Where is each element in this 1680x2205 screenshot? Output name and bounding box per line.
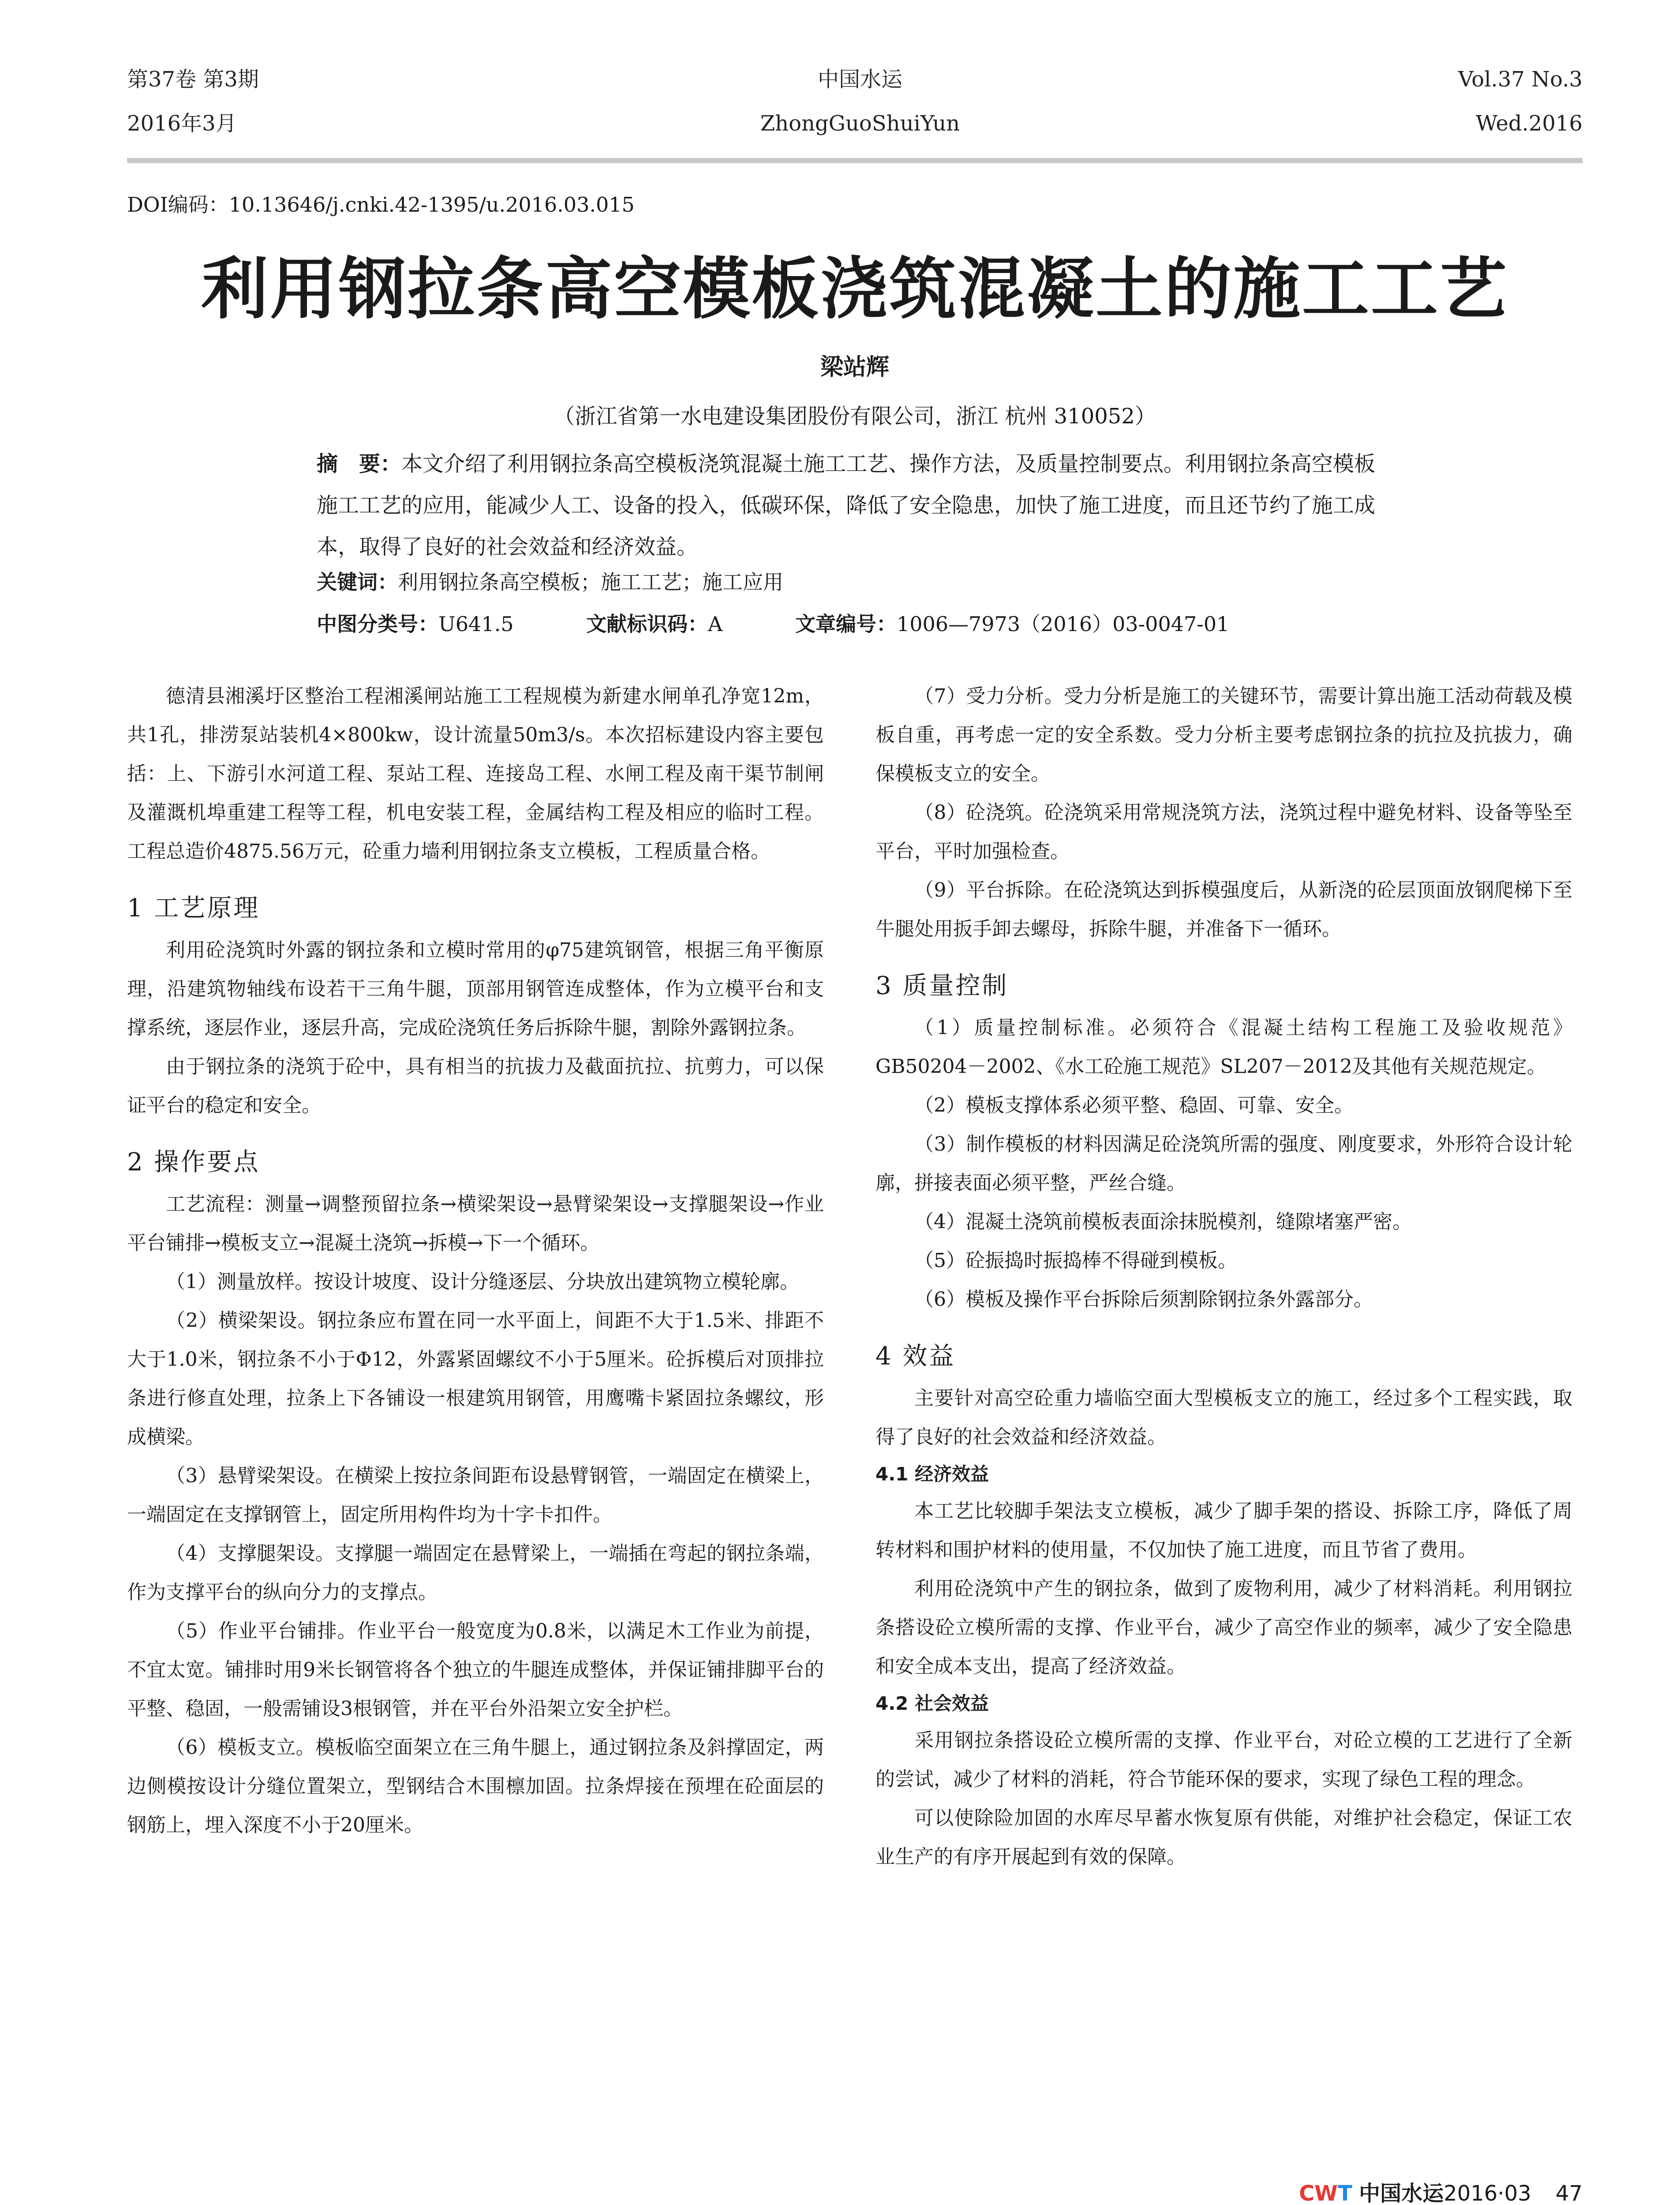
paragraph: 主要针对高空砼重力墙临空面大型模板支立的施工，经过多个工程实践，取得了良好的社会效益和经济效益。 — [876, 1387, 1572, 1448]
abstract-text: 本文介绍了利用钢拉条高空模板浇筑混凝土施工工艺、操作方法，及质量控制要点。利用钢拉条高空模板施工工艺的应用，能减少人工、设备的投入，低碳环保，降低了安全隐患，加快了施工进度，而且还节约了施工成本，取得了良好的社会效益和经济效益。 — [317, 452, 1376, 559]
paragraph: （2）横梁架设。钢拉条应布置在同一水平面上，间距不大于1.5米、排距不大于1.0米，钢拉条不小于Φ12，外露紧固螺纹不小于5厘米。砼拆模后对顶排拉条进行修直处理，拉条上下各铺设一根建筑用钢管，用鹰嘴卡紧固拉条螺纹，形成横梁。 — [127, 1309, 824, 1448]
paragraph: （6）模板及操作平台拆除后须割除钢拉条外露部分。 — [914, 1288, 1373, 1311]
header-journal-cn: 中国水运 — [817, 67, 902, 92]
left-column — [127, 677, 824, 1845]
header-date: 2016年3月 — [127, 111, 237, 136]
doc-code-value: A — [708, 612, 723, 636]
header-volume: 第37卷 第3期 — [127, 67, 259, 92]
paragraph: 利用砼浇筑时外露的钢拉条和立模时常用的φ75建筑钢管，根据三角平衡原理，沿建筑物轴线布设若干三角牛腿，顶部用钢管连成整体，作为立模平台和支撑系统，逐层作业，逐层升高，完成砼浇筑任务后拆除牛腿，割除外露钢拉条。 — [127, 939, 824, 1039]
affiliation: （浙江省第一水电建设集团股份有限公司，浙江 杭州 310052） — [554, 404, 1156, 429]
clc-label: 中图分类号： — [317, 612, 438, 636]
paragraph: （3）悬臂梁架设。在横梁上按拉条间距布设悬臂钢管，一端固定在横梁上，一端固定在支撑钢管上，固定所用构件均为十字卡扣件。 — [127, 1465, 824, 1526]
paragraph: （5）砼振捣时振捣棒不得碰到模板。 — [914, 1249, 1237, 1272]
header-vol-en: Vol.37 No.3 — [1458, 67, 1583, 92]
section-4-heading: 4 效益 — [876, 1342, 956, 1371]
doi: DOI编码：10.13646/j.cnki.42-1395/u.2016.03.015 — [127, 193, 635, 217]
paragraph: （5）作业平台铺排。作业平台一般宽度为0.8米，以满足木工作业为前提，不宜太宽。铺排时用9米长钢管将各个独立的牛腿连成整体，并保证铺排脚平台的平整、稳固，一般需铺设3根钢管，并在平台外沿架立安全护栏。 — [127, 1620, 824, 1720]
paragraph: 由于钢拉条的浇筑于砼中，具有相当的抗拔力及截面抗拉、抗剪力，可以保证平台的稳定和安全。 — [127, 1055, 824, 1117]
classification — [317, 611, 1380, 637]
paragraph: （9）平台拆除。在砼浇筑达到拆模强度后，从新浇的砼层顶面放钢爬梯下至牛腿处用扳手卸去螺母，拆除牛腿，并准备下一循环。 — [876, 879, 1572, 940]
header-journal-en: ZhongGuoShuiYun — [760, 111, 960, 136]
page-footer — [1299, 2176, 1583, 2205]
paragraph: （2）模板支撑体系必须平整、稳固、可靠、安全。 — [914, 1094, 1354, 1117]
footer-journal: 中国水运 — [1359, 2181, 1444, 2205]
paper-title: 利用钢拉条高空模板浇筑混凝土的施工工艺 — [201, 249, 1508, 328]
intro-paragraph: 德清县湘溪圩区整治工程湘溪闸站施工工程规模为新建水闸单孔净宽12m，共1孔，排涝泵站装机4×800kw，设计流量50m3/s。本次招标建设内容主要包括：上、下游引水河道工程、泵站工程、连接岛工程、水闸工程及南干渠节制闸及灌溉机埠重建工程等工程，机电安装工程，金属结构工程及相应的临时工程。工程总造价4875.56万元，砼重力墙利用钢拉条支立模板，工程质量合格。 — [127, 685, 824, 863]
paragraph: （1）测量放样。按设计坡度、设计分缝逐层、分块放出建筑物立模轮廓。 — [166, 1271, 799, 1293]
section-1-heading: 1 工艺原理 — [127, 894, 260, 923]
keywords — [317, 569, 1380, 595]
header-date-en: Wed.2016 — [1476, 111, 1583, 136]
paragraph: 利用砼浇筑中产生的钢拉条，做到了废物利用，减少了材料消耗。利用钢拉条搭设砼立模所需的支撑、作业平台，减少了高空作业的频率，减少了安全隐患和安全成本支出，提高了经济效益。 — [876, 1577, 1572, 1678]
paragraph: （6）模板支立。模板临空面架立在三角牛腿上，通过钢拉条及斜撑固定，两边侧模按设计分缝位置架立，型钢结合木围檩加固。拉条焊接在预埋在砼面层的钢筋上，埋入深度不小于20厘米。 — [127, 1736, 824, 1836]
footer-issue: 2016·03 — [1444, 2181, 1531, 2205]
section-3-heading: 3 质量控制 — [876, 972, 1009, 1000]
clc-value: U641.5 — [438, 612, 514, 636]
keywords-text: 利用钢拉条高空模板；施工工艺；施工应用 — [398, 570, 783, 594]
doc-code-label: 文献标识码： — [586, 612, 708, 636]
paragraph: （7）受力分析。受力分析是施工的关键环节，需要计算出施工活动荷载及模板自重，再考虑一定的安全系数。受力分析主要考虑钢拉条的抗拉及抗拔力，确保模板支立的安全。 — [876, 685, 1572, 785]
paragraph: 工艺流程：测量→调整预留拉条→横梁架设→悬臂梁架设→支撑腿架设→作业平台铺排→模板支立→混凝土浇筑→拆模→下一个循环。 — [127, 1193, 824, 1254]
footer-logo-cw: CW — [1298, 2181, 1338, 2205]
abstract — [317, 443, 1380, 568]
author: 梁站辉 — [820, 354, 889, 381]
paragraph: 本工艺比较脚手架法支立模板，减少了脚手架的搭设、拆除工序，降低了周转材料和围护材料的使用量，不仅加快了施工进度，而且节省了费用。 — [876, 1500, 1572, 1561]
header-rule — [127, 158, 1583, 163]
paragraph: （4）支撑腿架设。支撑腿一端固定在悬臂梁上，一端插在弯起的钢拉条端，作为支撑平台的纵向分力的支撑点。 — [127, 1542, 824, 1603]
paragraph: 可以使除险加固的水库尽早蓄水恢复原有供能，对维护社会稳定，保证工农业生产的有序开展起到有效的保障。 — [876, 1807, 1572, 1868]
page-number: 47 — [1555, 2181, 1583, 2205]
section-2-heading: 2 操作要点 — [127, 1148, 260, 1177]
article-no-label: 文章编号： — [795, 612, 897, 636]
paragraph: （1）质量控制标准。必须符合《混凝土结构工程施工及验收规范》GB50204－2002、《水工砼施工规范》SL207－2012及其他有关规范规定。 — [876, 1017, 1572, 1078]
abstract-label: 摘 要： — [317, 452, 402, 476]
paragraph: （3）制作模板的材料因满足砼浇筑所需的强度、刚度要求，外形符合设计轮廓，拼接表面必须平整，严丝合缝。 — [876, 1133, 1572, 1194]
footer-logo-t: T — [1338, 2181, 1352, 2205]
subsection-4-1-heading: 4.1 经济效益 — [876, 1463, 989, 1485]
paragraph: （4）混凝土浇筑前模板表面涂抹脱模剂，缝隙堵塞严密。 — [914, 1211, 1412, 1233]
keywords-label: 关键词： — [317, 570, 398, 594]
paragraph: （8）砼浇筑。砼浇筑采用常规浇筑方法，浇筑过程中避免材料、设备等坠至平台，平时加强检查。 — [876, 801, 1572, 863]
article-no-value: 1006—7973（2016）03-0047-01 — [896, 612, 1230, 636]
subsection-4-2-heading: 4.2 社会效益 — [876, 1693, 989, 1714]
right-column — [876, 677, 1572, 1876]
paragraph: 采用钢拉条搭设砼立模所需的支撑、作业平台，对砼立模的工艺进行了全新的尝试，减少了材料的消耗，符合节能环保的要求，实现了绿色工程的理念。 — [876, 1729, 1572, 1790]
